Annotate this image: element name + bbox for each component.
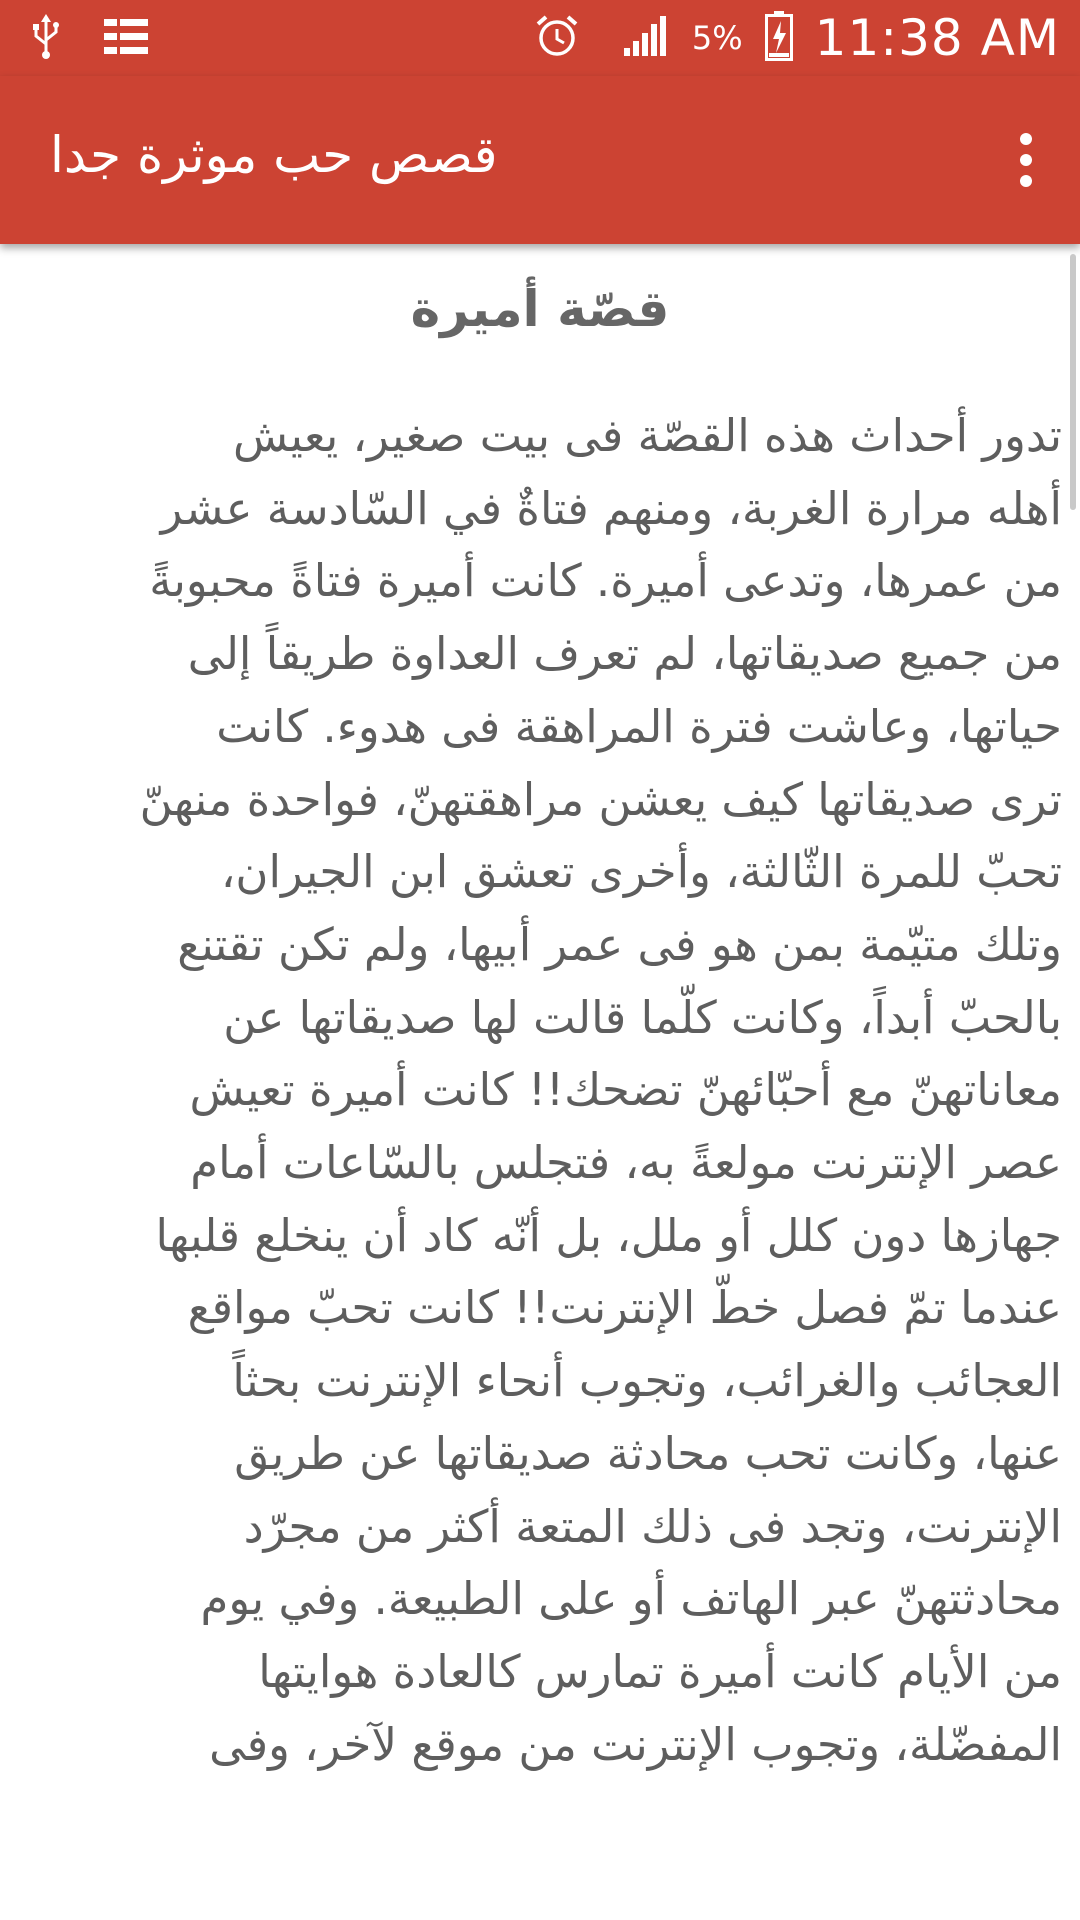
notification-list-icon [104, 17, 148, 61]
story-line: الإنترنت، وتجد فى ذلك المتعة أكثر من مجرّد [243, 1499, 1062, 1553]
usb-icon [30, 14, 62, 64]
status-bar [0, 0, 1080, 76]
story-line: من الأيام كانت أميرة تمارس كالعادة هوايتها [258, 1644, 1062, 1698]
story-line: وتلك متيّمة بمن هو فى عمر أبيها، ولم تكن تقتنع [177, 917, 1062, 971]
story-line: من عمرها، وتدعى أميرة. كانت أميرة فتاةً محبوبةً [149, 554, 1062, 608]
story-line: حياتها، وعاشت فترة المراهقة فى هدوء. كانت [216, 699, 1062, 753]
battery-charging-icon [765, 11, 793, 65]
story-line: عصر الإنترنت مولعةً به، فتجلس بالسّاعات أمام [190, 1136, 1062, 1190]
story-line: عنها، وكانت تحب محادثة صديقاتها عن طريق [234, 1426, 1062, 1480]
story-line: بالحبّ أبداً، وكانت كلّما قالت لها صديقاتها عن [223, 990, 1062, 1044]
story-line: ترى صديقاتها كيف يعشن مراهقتهنّ، فواحدة منهنّ [139, 772, 1062, 826]
app-title: قصص حب موثرة جدا [50, 126, 498, 184]
story-line: المفضّلة، وتجوب الإنترنت من موقع لآخر، وفى [209, 1717, 1062, 1771]
story-line: عندما تمّ فصل خطّ الإنترنت!! كانت تحبّ مواقع [187, 1281, 1062, 1335]
battery-percent: 5% [691, 19, 743, 57]
story-body [14, 400, 1062, 1781]
story-line: محادثتهنّ عبر الهاتف أو على الطبيعة. وفي يوم [200, 1572, 1062, 1626]
story-line: جهازها دون كلل أو ملل، بل أنّه كاد أن ينخلع قلبها [155, 1208, 1062, 1262]
scrollbar[interactable] [1070, 254, 1076, 510]
more-vert-icon[interactable] [1006, 118, 1046, 202]
signal-icon [622, 14, 670, 62]
story-line: معاناتهنّ مع أحبّائهنّ تضحك!! كانت أميرة تعيش [189, 1063, 1062, 1117]
story-line: العجائب والغرائب، وتجوب أنحاء الإنترنت بحثاً [232, 1354, 1062, 1408]
clock: 11:38 AM [814, 9, 1060, 67]
story-line: أهله مرارة الغربة، ومنهم فتاةٌ في السّادسة عشر [160, 481, 1062, 535]
story-line: تدور أحداث هذه القصّة فى بيت صغير، يعيش [233, 409, 1062, 462]
story-title: قصّة أميرة [410, 280, 670, 338]
app-bar [0, 76, 1080, 244]
story-line: تحبّ للمرة الثّالثة، وأخرى تعشق ابن الجيران، [220, 845, 1062, 899]
story-content[interactable] [0, 244, 1080, 1920]
alarm-icon [534, 13, 580, 63]
story-line: من جميع صديقاتها، لم تعرف العداوة طريقاً إلى [187, 627, 1062, 681]
